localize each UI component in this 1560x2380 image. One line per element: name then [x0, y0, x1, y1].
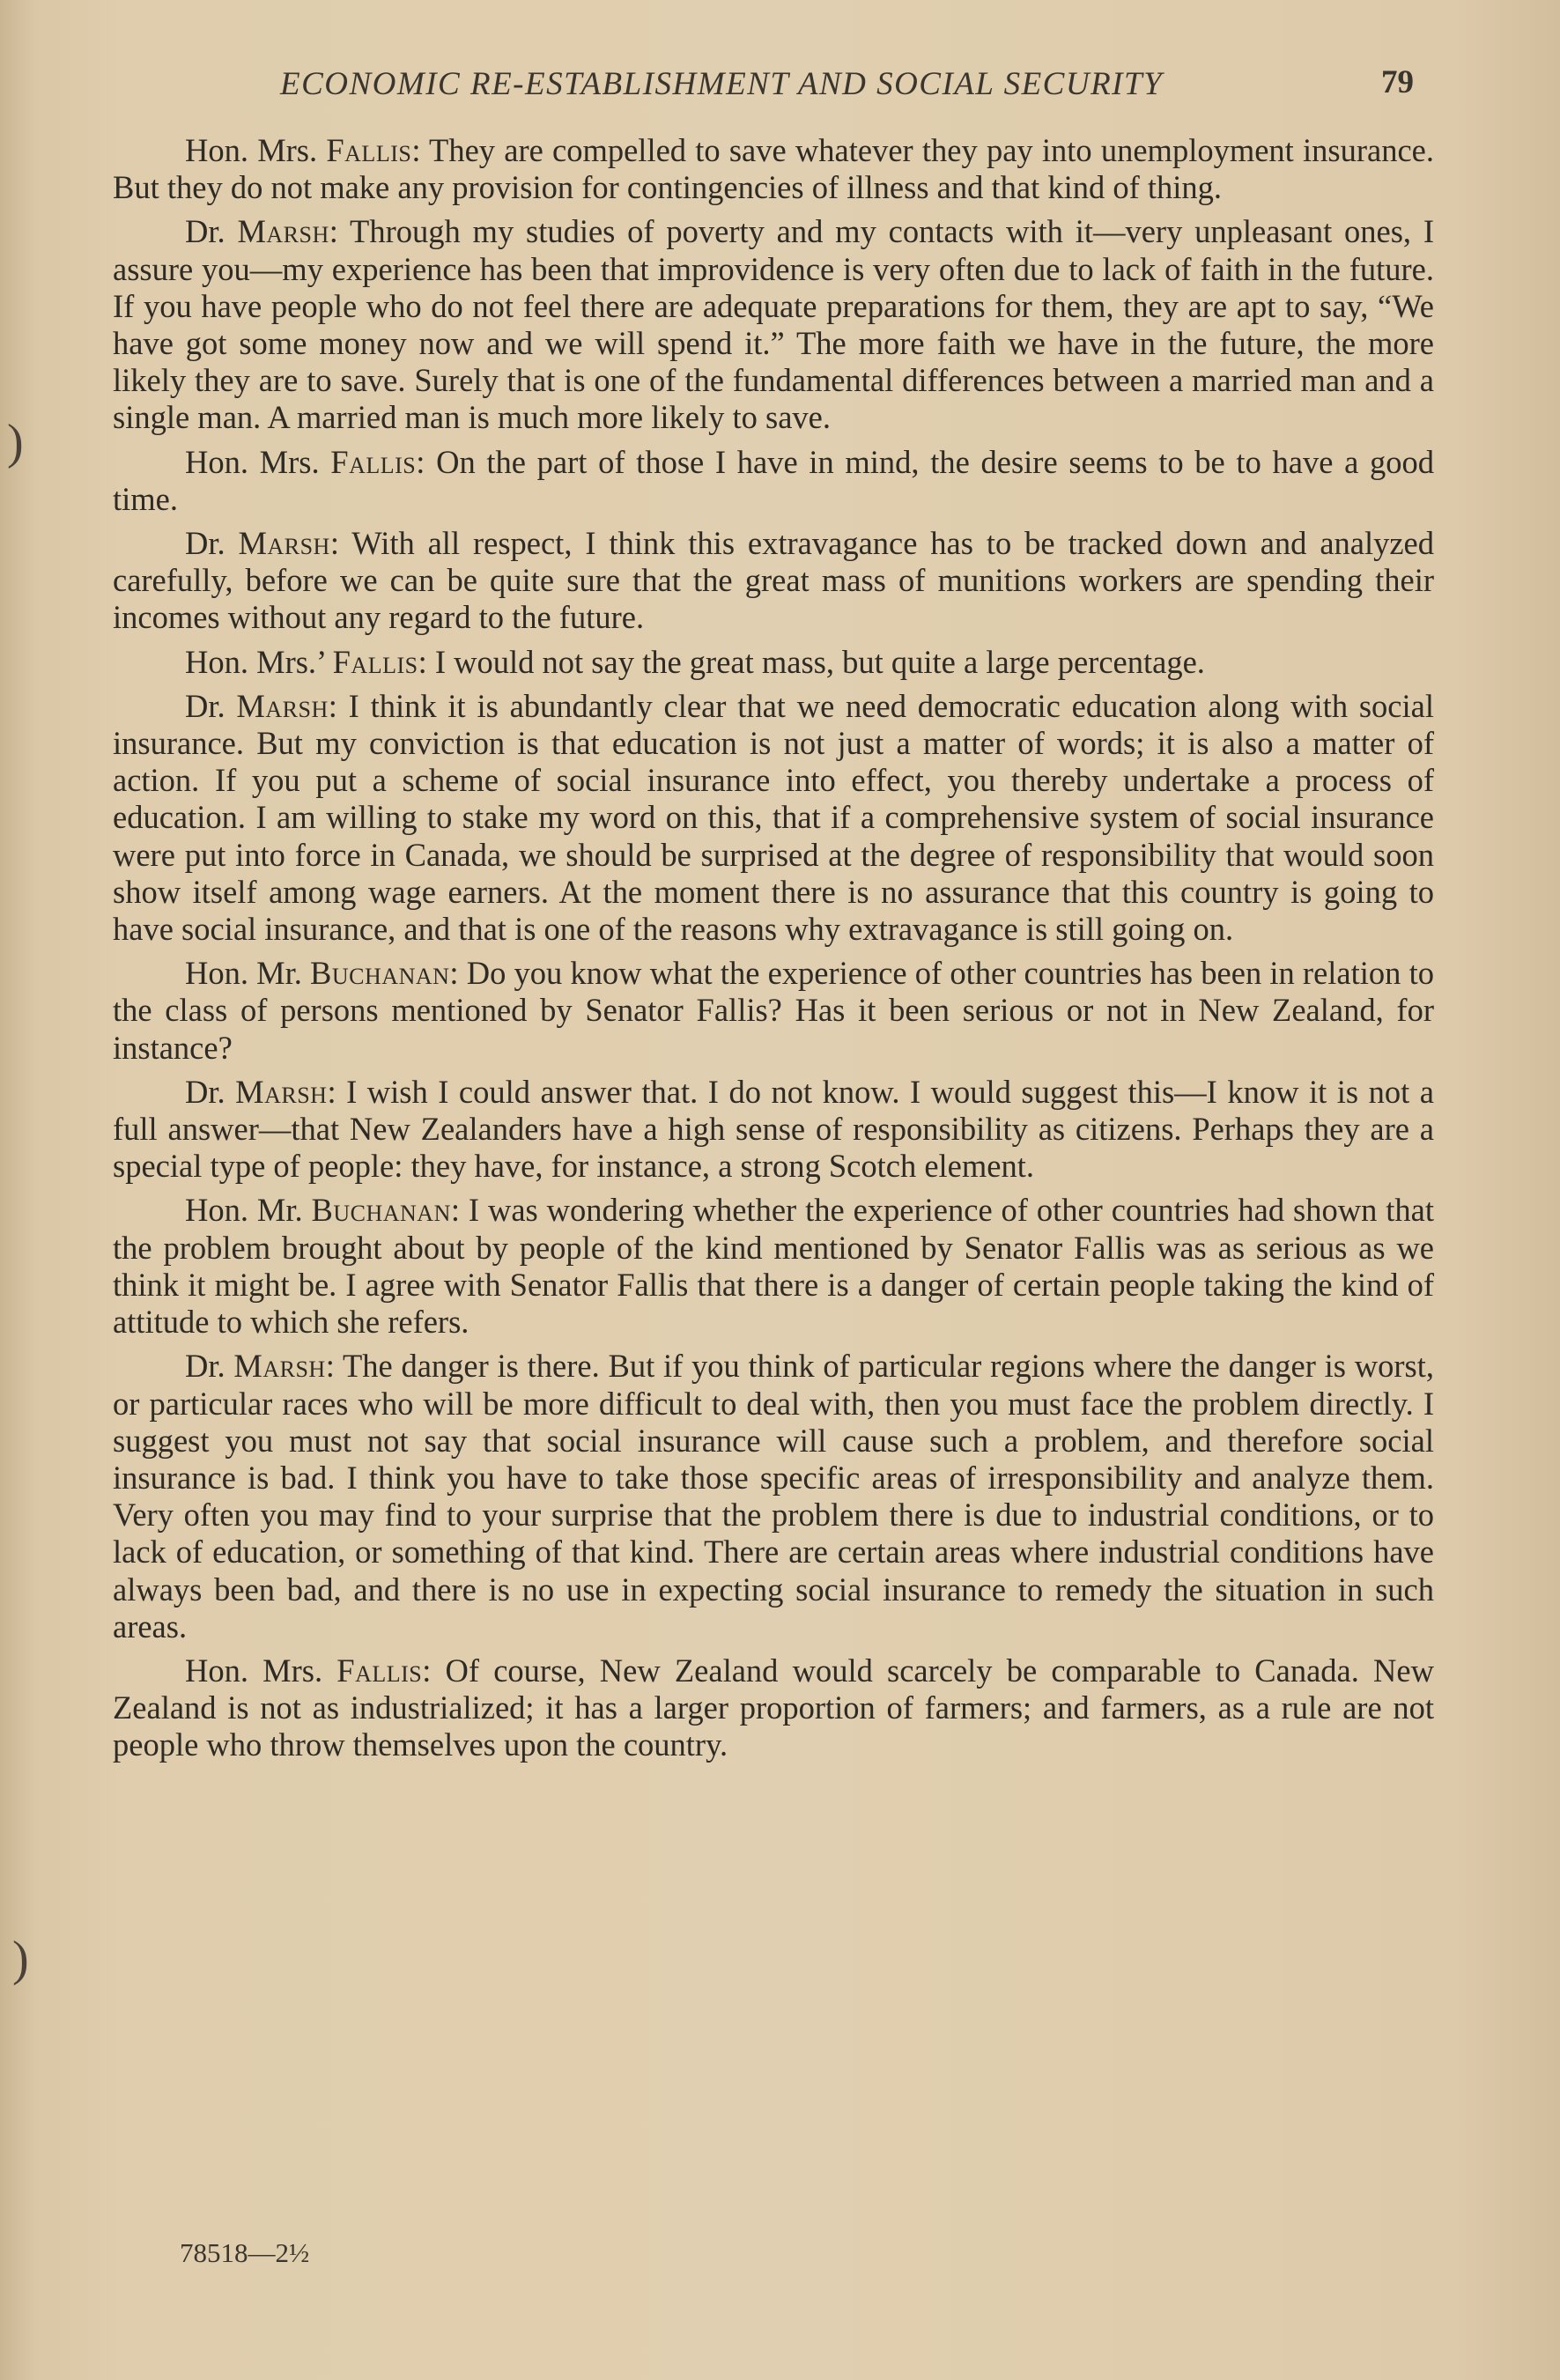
speech-paragraph: [113, 1074, 1434, 1186]
speech-text: They are compelled to save whatever they pay into unemployment insurance. But they do not make any provision for contingencies of illness and that kind of thing.: [113, 132, 1435, 206]
speaker-name: Marsh: [233, 1348, 326, 1385]
speech-paragraph: [113, 525, 1434, 637]
speech-text: Through my studies of poverty and my contacts with it—very unpleasant ones, I assure you—my experience has been that improvidence is very often due to lack of faith in the future. If you have people who do not feel there are adequate preparations for them, they are apt to say, “We have got some money now and we will spend it.” The more faith we have in the future, the more likely they are to save. Surely that is one of the fundamental differences between a married man and a single man. A married man is much more likely to save.: [113, 213, 1435, 436]
speech-paragraph: [113, 444, 1434, 518]
speaker-title: Dr.: [185, 687, 237, 724]
page-number: 79: [1381, 64, 1414, 100]
speech-paragraph: [113, 688, 1434, 948]
speaker-colon: :: [422, 1652, 446, 1689]
speaker-name: Marsh: [235, 1073, 328, 1110]
speech-paragraph: [113, 1348, 1434, 1645]
speech-text: I was wondering whether the experience of other countries had shown that the problem brought about by people of the kind mentioned by Senator Fallis was as serious as we think it might be. I agree with Senator Fallis that there is a danger of certain people taking the kind of attitude to which she refers.: [113, 1192, 1434, 1341]
speech-paragraph: [113, 1192, 1434, 1341]
speech-paragraph: [113, 644, 1434, 681]
speech-text: With all respect, I think this extravagance has to be tracked down and analyzed carefully, before we can be quite sure that the great mass of munitions workers are spending their incomes without any regard to the future.: [113, 525, 1435, 636]
margin-mark: ): [7, 415, 24, 469]
speaker-title: Dr.: [185, 1073, 236, 1110]
speaker-title: Hon. Mrs.: [185, 132, 327, 168]
speech-text: I would not say the great mass, but quite a large percentage.: [434, 643, 1205, 680]
speaker-colon: :: [329, 525, 352, 562]
speaker-colon: :: [328, 687, 349, 724]
speaker-title: Dr.: [185, 213, 238, 250]
speaker-name: Fallis: [336, 1652, 423, 1689]
speaker-colon: :: [416, 443, 437, 480]
speech-text: I think it is abundantly clear that we need democratic education along with social insurance. But my conviction is that education is not just a matter of words; it is also a matter of action. If you put a scheme of social insurance into effect, you thereby undertake a process of education. I am willing to stake my word on this, that if a comprehensive system of social insurance were put into force in Canada, we should be surprised at the degree of responsibility that would soon show itself among wage earners. At the moment there is no assurance that this country is going to have social insurance, and that is one of the reasons why extravagance is still going on.: [113, 687, 1434, 948]
speaker-name: Marsh: [236, 687, 329, 724]
margin-mark: ): [12, 1932, 29, 1986]
speaker-name: Buchanan: [310, 955, 450, 992]
speaker-title: Hon. Mr.: [185, 955, 311, 992]
speaker-name: Fallis: [332, 643, 418, 680]
speaker-name: Marsh: [237, 213, 329, 250]
speaker-colon: :: [325, 1348, 343, 1385]
speaker-name: Fallis: [330, 443, 417, 480]
speech-paragraph: [113, 955, 1434, 1067]
speech-paragraph: [113, 132, 1434, 206]
speaker-name: Fallis: [326, 132, 412, 168]
speaker-colon: :: [449, 955, 467, 992]
running-header: ECONOMIC RE-ESTABLISHMENT AND SOCIAL SECURITY: [280, 66, 1164, 102]
speaker-name: Buchanan: [311, 1192, 451, 1229]
speaker-title: Dr.: [185, 1348, 234, 1385]
speaker-colon: :: [450, 1192, 469, 1229]
speaker-title: Hon. Mrs.: [185, 1652, 337, 1689]
speech-text: I wish I could answer that. I do not know. I would suggest this—I know it is not a full answer—that New Zealanders have a high sense of responsibility as citizens. Perhaps they are a special type of people: they have, for instance, a strong Scotch element.: [113, 1073, 1434, 1185]
speaker-title: Hon. Mrs.: [185, 443, 331, 480]
speaker-colon: :: [327, 1073, 347, 1110]
speaker-name: Marsh: [238, 525, 330, 562]
speaker-title: Dr.: [185, 525, 239, 562]
speech-text: The danger is there. But if you think of particular regions where the danger is worst, or particular races who will be more difficult to deal with, then you must face the problem directly. I suggest you must not say that social insurance will cause such a problem, and therefore social insurance is bad. I think you have to take those specific areas of irresponsibility and analyze them. Very often you may find to your surprise that the problem there is due to industrial conditions, or to lack of education, or something of that kind. There are certain areas where industrial conditions have always been bad, and there is no use in expecting social insurance to remedy the situation in such areas.: [113, 1348, 1434, 1645]
speech-paragraph: [113, 1652, 1434, 1764]
speaker-title: Hon. Mr.: [185, 1192, 312, 1229]
printer-code: 78518—2½: [180, 2237, 310, 2268]
speaker-colon: :: [418, 643, 435, 680]
transcript-body: [113, 132, 1434, 1771]
speech-paragraph: [113, 213, 1434, 436]
speech-text: Do you know what the experience of other countries has been in relation to the class of persons mentioned by Senator Fallis? Has it been serious or not in New Zealand, for instance?: [113, 955, 1434, 1066]
speaker-colon: :: [411, 132, 430, 168]
speaker-colon: :: [329, 213, 351, 250]
speech-text: Of course, New Zealand would scarcely be comparable to Canada. New Zealand is not as industrialized; it has a larger proportion of farmers; and farmers, as a rule are not people who throw themselves upon the country.: [113, 1652, 1434, 1763]
speaker-title: Hon. Mrs.’: [185, 643, 333, 680]
speech-text: On the part of those I have in mind, the desire seems to be to have a good time.: [113, 443, 1434, 517]
